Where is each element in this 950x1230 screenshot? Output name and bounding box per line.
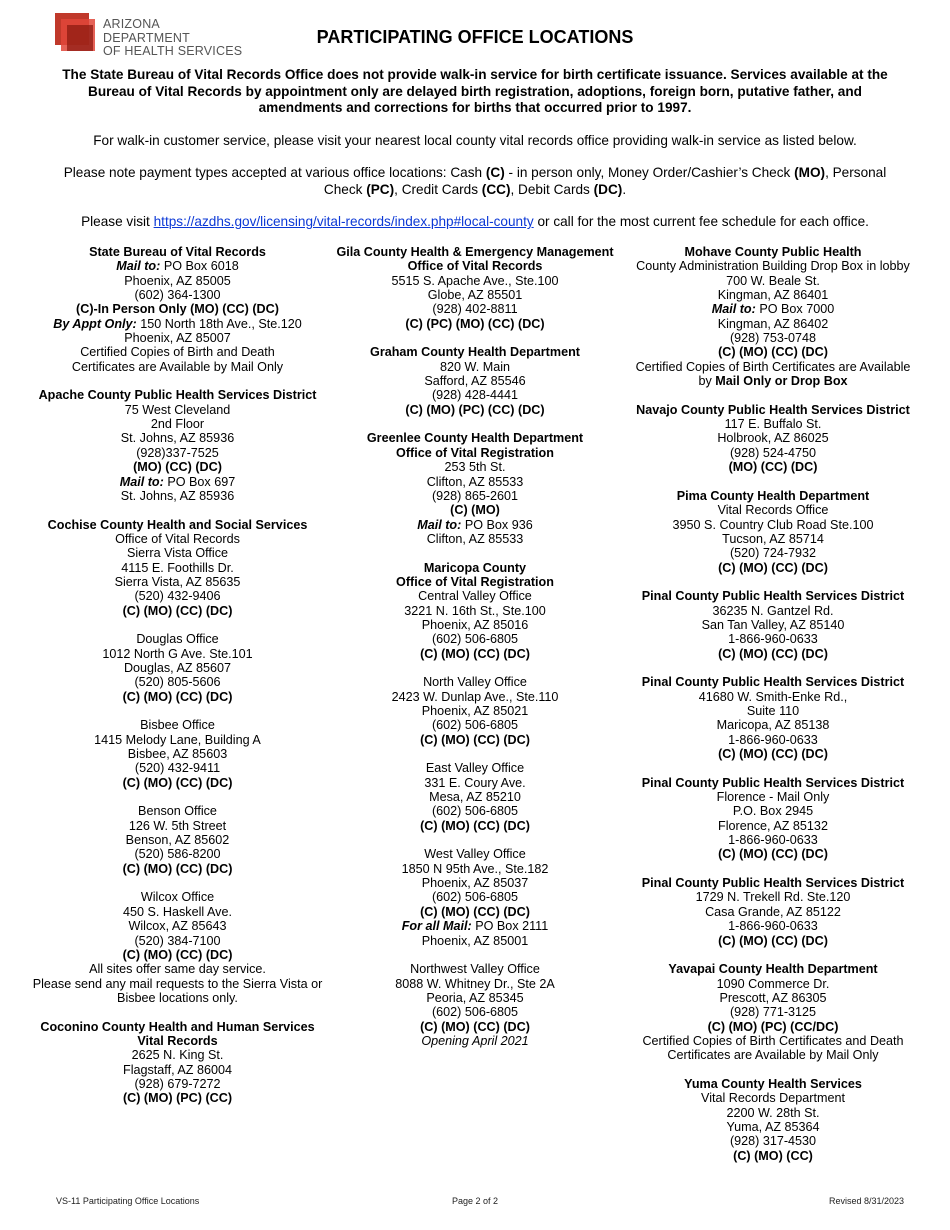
office-line: (520) 805-5606 (134, 675, 221, 690)
office-line: Benson, AZ 85602 (125, 833, 230, 848)
office-line: All sites offer same day service. (89, 962, 266, 977)
office-line: 1-866-960-0633 (728, 833, 818, 848)
office-line: (C) (MO) (CC) (DC) (718, 747, 828, 762)
office-line: 1012 North G Ave. Ste.101 (102, 646, 253, 661)
office-line (325, 518, 625, 532)
office-entry (25, 632, 330, 704)
office-line: Certificates are Available by Mail Only (71, 359, 284, 374)
walk-in-text: For walk-in customer service, please visit your nearest local county vital records office providing walk-in service as listed below. (93, 132, 857, 148)
office-line: St. Johns, AZ 85936 (120, 431, 235, 446)
payment-text: , Debit Cards (510, 181, 594, 197)
office-line: (C) (MO) (CC) (DC) (420, 1019, 530, 1034)
office-line: (C) (MO) (PC) (CC/DC) (707, 1019, 839, 1034)
payment-code: (MO) (794, 165, 826, 180)
office-line: 1-866-960-0633 (728, 732, 818, 747)
office-line: Clifton, AZ 85533 (426, 474, 524, 489)
office-line: Douglas, AZ 85607 (123, 660, 232, 675)
office-line: 700 W. Beale St. (726, 273, 820, 288)
office-name: Greenlee County Health Department (366, 431, 584, 446)
office-line: Tucson, AZ 85714 (722, 531, 824, 546)
office-entry (25, 804, 330, 876)
office-line: (520) 724-7932 (729, 546, 817, 561)
office-line-label: For all Mail: (401, 919, 472, 934)
office-line: 4115 E. Foothills Dr. (121, 560, 234, 575)
office-line: (602) 506-6805 (431, 632, 519, 647)
office-line: St. Johns, AZ 85936 (120, 488, 235, 503)
office-line: (C) (MO) (CC) (733, 1148, 813, 1163)
office-name: Navajo County Public Health Services District (636, 402, 910, 417)
payment-code: (CC) (481, 181, 511, 197)
office-entry (325, 245, 625, 331)
office-column-3 (623, 245, 923, 1177)
office-line: 3221 N. 16th St., Ste.100 (404, 603, 546, 618)
office-line: San Tan Valley, AZ 85140 (701, 617, 845, 632)
office-line (25, 259, 330, 273)
office-name: Gila County Health & Emergency Management (336, 245, 614, 259)
office-name: State Bureau of Vital Records (89, 245, 266, 259)
office-line: Phoenix, AZ 85016 (421, 617, 529, 632)
office-line: 1-866-960-0633 (728, 632, 818, 647)
office-line: (C)-In Person Only (MO) (CC) (DC) (76, 302, 279, 317)
office-line: Kingman, AZ 86401 (717, 288, 829, 303)
office-line: (602) 506-6805 (431, 718, 519, 733)
office-entry (325, 431, 625, 546)
office-line: Northwest Valley Office (410, 962, 540, 977)
office-entry (25, 518, 330, 618)
office-line: (C) (MO) (CC) (DC) (420, 732, 530, 747)
office-line-text: PO Box 936 (461, 517, 533, 532)
office-line: Mesa, AZ 85210 (429, 790, 521, 805)
office-line: 331 E. Coury Ave. (424, 775, 526, 790)
office-line: (520) 432-9406 (134, 589, 221, 604)
office-line: (928) 402-8811 (432, 302, 518, 317)
office-line: Central Valley Office (418, 589, 532, 604)
payment-code: (DC) (593, 181, 623, 197)
office-line: 36235 N. Gantzel Rd. (712, 603, 834, 618)
office-line: Holbrook, AZ 86025 (717, 431, 829, 446)
office-entry (25, 388, 330, 503)
office-line-label: Mail Only or Drop Box (715, 374, 848, 389)
office-line: (C) (MO) (CC) (DC) (122, 603, 233, 618)
office-line: (928) 865-2601 (431, 488, 519, 503)
office-line-text: PO Box 2111 (471, 919, 549, 934)
office-entry (623, 489, 923, 575)
office-line-label: Mail to: (116, 259, 161, 274)
office-line (25, 317, 330, 331)
office-line: (602) 364-1300 (134, 288, 221, 303)
office-line: 75 West Cleveland (124, 402, 231, 417)
office-line: 117 E. Buffalo St. (724, 417, 822, 432)
office-entry (623, 403, 923, 475)
fee-schedule-link[interactable]: https://azdhs.gov/licensing/vital-records/index.php#local-county (153, 214, 534, 229)
payment-text: . (622, 181, 627, 197)
visit-suffix: or call for the most current fee schedule for each office. (533, 214, 869, 229)
office-entry (25, 245, 330, 374)
office-line: North Valley Office (423, 675, 527, 690)
office-line: 1-866-960-0633 (728, 919, 818, 934)
office-line: Benson Office (138, 804, 217, 819)
office-name: Pinal County Public Health Services District (641, 876, 905, 891)
office-entry (25, 1020, 330, 1106)
office-line: 450 S. Haskell Ave. (123, 904, 232, 919)
office-line: Phoenix, AZ 85001 (421, 933, 529, 948)
office-line: (520) 432-9411 (134, 761, 221, 776)
office-line: Casa Grande, AZ 85122 (705, 904, 841, 919)
office-line: Please send any mail requests to the Sierra Vista or (32, 976, 323, 991)
office-line: Phoenix, AZ 85021 (421, 704, 529, 718)
office-line: Vital Records Office (717, 503, 829, 518)
office-line: 2423 W. Dunlap Ave., Ste.110 (391, 689, 559, 704)
office-line: (C) (MO) (CC) (DC) (718, 933, 828, 948)
office-line: (928) 753-0748 (729, 331, 817, 346)
office-line: (C) (MO) (CC) (DC) (122, 947, 233, 962)
office-line: 8088 W. Whitney Dr., Ste 2A (395, 976, 555, 991)
office-name: Yavapai County Health Department (668, 962, 878, 977)
office-line: 253 5th St. (444, 460, 506, 475)
office-line: (928) 679-7272 (134, 1076, 221, 1091)
office-line: (C) (MO) (CC) (DC) (420, 904, 530, 919)
office-line: 2200 W. 28th St. (726, 1105, 820, 1120)
office-line: 2625 N. King St. (131, 1048, 224, 1063)
office-line: Office of Vital Registration (396, 445, 554, 460)
office-entry (623, 876, 923, 948)
office-line: (928) 524-4750 (729, 445, 817, 460)
office-line: County Administration Building Drop Box in lobby (636, 259, 910, 274)
office-line: 126 W. 5th Street (128, 818, 227, 833)
office-line: (C) (PC) (MO) (CC) (DC) (405, 316, 545, 331)
office-line: Safford, AZ 85546 (424, 374, 526, 389)
page-title: PARTICIPATING OFFICE LOCATIONS (316, 27, 634, 47)
footer-form-id: VS-11 Participating Office Locations (56, 1196, 200, 1206)
visit-prefix: Please visit (81, 214, 154, 229)
office-line: (C) (MO) (PC) (CC) (122, 1091, 233, 1106)
office-line-text: 150 North 18th Ave., Ste.120 (136, 316, 302, 331)
office-line: Flagstaff, AZ 86004 (123, 1062, 232, 1077)
office-line: P.O. Box 2945 (732, 804, 814, 819)
office-line: 2nd Floor (150, 417, 205, 432)
office-line: (520) 384-7100 (134, 933, 221, 948)
office-line: (C) (MO) (CC) (DC) (122, 689, 233, 704)
intro-notice-text: The State Bureau of Vital Records Office does not provide walk-in service for birth certificate issuance. Services available at the Bureau of Vital Records by appointment only are delayed birth registration, adoptions, foreign born, putative father, and amendments and corrections for births that occurred prior to 1997 (62, 67, 888, 115)
office-line: Certified Copies of Birth and Death (80, 345, 275, 360)
office-line: 1090 Commerce Dr. (716, 976, 830, 991)
office-line: Certified Copies of Birth Certificates are Available (635, 359, 911, 374)
office-line: Peoria, AZ 85345 (426, 990, 524, 1005)
office-line: Suite 110 (746, 704, 800, 718)
office-line: (C) (MO) (CC) (DC) (122, 861, 233, 876)
office-line: Certified Copies of Birth Certificates and Death (642, 1033, 904, 1048)
office-entry (623, 589, 923, 661)
office-line: Phoenix, AZ 85007 (124, 331, 231, 346)
office-line: (602) 506-6805 (431, 890, 519, 905)
office-line: Phoenix, AZ 85037 (421, 876, 529, 891)
office-entry (325, 345, 625, 417)
office-line-text: by (698, 374, 716, 389)
office-line-label: By Appt Only: (53, 316, 137, 331)
office-line: 5515 S. Apache Ave., Ste.100 (391, 273, 559, 288)
office-name: Graham County Health Department (370, 345, 580, 360)
office-line-text: PO Box 697 (163, 474, 236, 489)
office-entry (25, 718, 330, 790)
office-line: Yuma, AZ 85364 (726, 1119, 820, 1134)
office-entry (25, 890, 330, 1005)
office-entry (623, 1077, 923, 1163)
office-line: (602) 506-6805 (431, 804, 519, 819)
office-entry (623, 245, 923, 388)
office-line: (928) 317-4530 (729, 1134, 817, 1149)
office-line: Globe, AZ 85501 (427, 288, 523, 303)
office-line: East Valley Office (425, 761, 525, 776)
office-line: Prescott, AZ 86305 (719, 990, 827, 1005)
office-line: (C) (MO) (450, 503, 500, 518)
footer-page-number: Page 2 of 2 (452, 1196, 499, 1206)
office-name: Apache County Public Health Services District (38, 388, 317, 403)
office-line-text: PO Box 7000 (755, 302, 835, 317)
office-entry (623, 962, 923, 1062)
office-line: (928) 771-3125 (729, 1005, 817, 1020)
office-line (325, 919, 625, 933)
office-line: 41680 W. Smith-Enke Rd., (698, 689, 848, 704)
intro-section (55, 67, 895, 247)
office-line: 1850 N 95th Ave., Ste.182 (401, 861, 549, 876)
payment-text: - in person only, Money Order/Cashier’s Check (504, 165, 795, 180)
office-line: Florence, AZ 85132 (718, 818, 828, 833)
office-line: 1729 N. Trekell Rd. Ste.120 (695, 890, 851, 905)
office-entry (325, 847, 625, 947)
office-name: Coconino County Health and Human Services (40, 1019, 315, 1034)
office-name: Pinal County Public Health Services District (641, 775, 905, 790)
office-line: 1415 Melody Lane, Building A (94, 732, 261, 747)
office-line: (C) (MO) (CC) (DC) (718, 560, 828, 575)
visit-text (55, 214, 895, 231)
office-line-label: Mail to: (119, 474, 164, 489)
office-line: 820 W. Main (440, 359, 510, 374)
office-line: Office of Vital Registration (396, 574, 554, 589)
office-entry (325, 962, 625, 1048)
office-line: 3950 S. Country Club Road Ste.100 (672, 517, 874, 532)
office-name: Pinal County Public Health Services District (641, 589, 905, 604)
office-line: Clifton, AZ 85533 (426, 531, 524, 546)
office-line: Office of Vital Records (407, 259, 543, 274)
office-line: West Valley Office (424, 847, 526, 862)
office-line: Certificates are Available by Mail Only (667, 1048, 879, 1063)
office-line: (928) 428-4441 (431, 388, 519, 403)
office-name: Yuma County Health Services (684, 1076, 862, 1091)
office-name: Mohave County Public Health (684, 245, 862, 259)
office-line: (C) (MO) (PC) (CC) (DC) (405, 402, 545, 417)
office-line: (928)337-7525 (136, 445, 219, 460)
office-line: Bisbee Office (140, 718, 215, 733)
office-line: Office of Vital Records (115, 531, 240, 546)
office-name: Cochise County Health and Social Services (47, 517, 308, 532)
office-line: Bisbee locations only. (117, 990, 238, 1005)
office-line: Kingman, AZ 86402 (717, 316, 829, 331)
intro-notice: The State Bureau of Vital Records Office does not provide walk-in service for birth certificate issuance. Services available at the Bureau of Vital Records by appointment only are delayed birth registration, adoptions, foreign born, putative father, and amendments and corrections for births that occurred prior to 1997. (62, 67, 888, 115)
office-line: (C) (MO) (CC) (DC) (718, 847, 828, 862)
org-line-1: ARIZONA DEPARTMENT (103, 17, 190, 45)
office-line: Florence - Mail Only (716, 790, 830, 805)
office-line: Maricopa, AZ 85138 (716, 718, 830, 733)
payment-code: (C) (485, 165, 505, 180)
office-line: (MO) (CC) (DC) (728, 460, 818, 475)
office-line (623, 374, 923, 388)
office-line-text: PO Box 6018 (160, 259, 239, 274)
office-entry (623, 776, 923, 862)
office-line: (C) (MO) (CC) (DC) (718, 345, 828, 360)
office-name: Pima County Health Department (676, 488, 870, 503)
office-name: Maricopa County (423, 560, 527, 575)
footer-revised-date: Revised 8/31/2023 (829, 1196, 905, 1206)
office-line: Phoenix, AZ 85005 (124, 273, 231, 288)
office-entry (325, 761, 625, 833)
office-line (623, 302, 923, 316)
payment-text: Please note payment types accepted at various office locations: Cash (63, 165, 486, 180)
office-entry (623, 675, 923, 761)
office-name: Pinal County Public Health Services District (641, 675, 905, 690)
payment-types-text (55, 165, 895, 198)
office-line: Bisbee, AZ 85603 (127, 747, 228, 762)
office-line: (C) (MO) (CC) (DC) (122, 775, 233, 790)
office-line: Opening April 2021 (421, 1033, 529, 1048)
office-line: Vital Records (137, 1033, 218, 1048)
office-line-label: Mail to: (711, 302, 756, 317)
org-line-2: OF HEALTH SERVICES (103, 44, 243, 58)
office-line (25, 475, 330, 489)
payment-text: , Personal Check (323, 165, 887, 197)
office-line: (C) (MO) (CC) (DC) (420, 646, 530, 661)
office-line: Sierra Vista, AZ 85635 (114, 574, 241, 589)
office-line-label: Mail to: (417, 517, 462, 532)
office-line: (C) (MO) (CC) (DC) (718, 646, 828, 661)
office-line: Wilcox, AZ 85643 (128, 919, 227, 934)
office-line: (MO) (CC) (DC) (133, 460, 222, 475)
payment-text: , Credit Cards (394, 181, 482, 197)
office-column-1 (25, 245, 330, 1120)
office-line: Sierra Vista Office (126, 546, 229, 561)
office-column-2 (325, 245, 625, 1063)
office-line: (520) 586-8200 (134, 847, 221, 862)
payment-code: (PC) (366, 181, 395, 197)
office-line: Vital Records Department (701, 1091, 845, 1106)
office-line: Douglas Office (136, 632, 219, 647)
office-line: Wilcox Office (140, 890, 215, 905)
office-line: (C) (MO) (CC) (DC) (420, 818, 530, 833)
office-line: (602) 506-6805 (431, 1005, 519, 1020)
office-entry (325, 561, 625, 661)
office-entry (325, 675, 625, 747)
